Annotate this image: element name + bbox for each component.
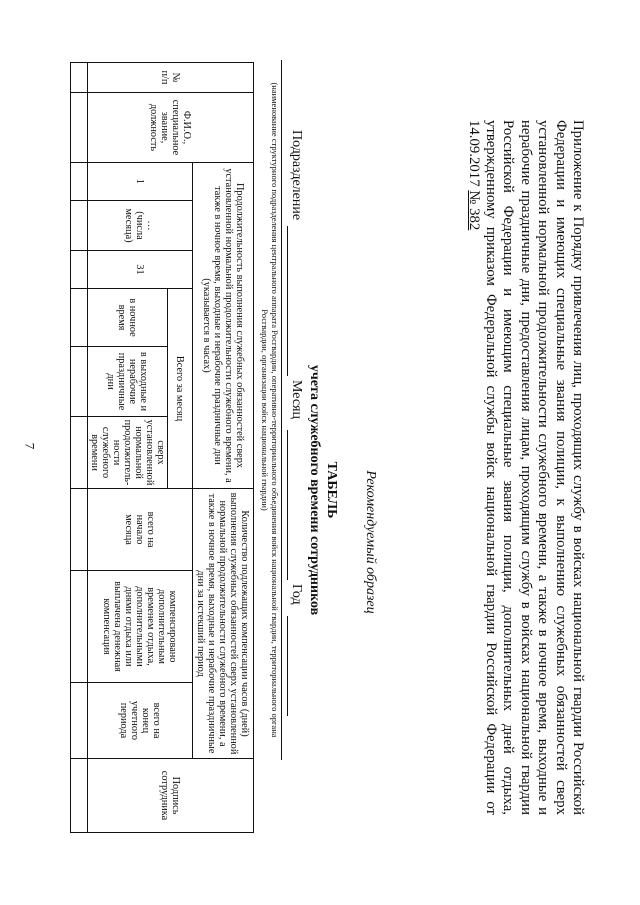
table-cell bbox=[71, 571, 88, 683]
table-cell bbox=[71, 289, 88, 347]
appendix-paragraph bbox=[464, 120, 586, 815]
col-header-over-normal: сверх установленной нормальной продолжитель- ности служебного времени bbox=[88, 417, 168, 489]
month-label: Месяц bbox=[289, 380, 304, 419]
table-cell bbox=[71, 201, 88, 251]
month-field-line bbox=[287, 430, 288, 580]
table-cell bbox=[71, 347, 88, 417]
table-cell bbox=[71, 251, 88, 289]
recommended-sample-label: Рекомендуемый образец bbox=[363, 470, 378, 614]
col-header-comp-start: всего на начало месяца bbox=[88, 489, 193, 571]
col-header-comp-given: компенсировано дополнительным временем отдыха, дополнительными днями отдыха или выплачена денежная компенсация bbox=[88, 571, 193, 683]
col-header-overtime: Продолжительность выполнения служебных обязанностей сверх установленной нормальной продолжительности служебного времени, а также в ночное время, выходные и нерабочие праздничные дни (указывается в часах) bbox=[193, 163, 254, 489]
table-cell bbox=[71, 163, 88, 201]
year-field-line bbox=[287, 616, 288, 716]
subdivision-field-line bbox=[287, 226, 288, 376]
col-header-comp-end: всего на конец учетного периода bbox=[88, 683, 193, 759]
col-header-compensation: Количество подлежащих компенсации часов (дней) выполнения служебных обязанностей сверх установленной нормальной продолжительности служебного времени, а также в ночное время, выходные и нерабочие праздничные дни за истекший период bbox=[193, 489, 254, 759]
subdivision-label: Подразделение bbox=[289, 130, 304, 221]
table-cell bbox=[71, 417, 88, 489]
timesheet-table bbox=[70, 62, 254, 833]
col-header-day-ellipsis: … (числа месяца) bbox=[88, 201, 193, 251]
col-header-day-31: 31 bbox=[88, 251, 193, 289]
col-header-weekend: в выходные и нерабочие праздничные дни bbox=[88, 347, 168, 417]
page-number: 7 bbox=[22, 442, 38, 450]
table-cell bbox=[71, 683, 88, 759]
subdivision-caption: (наименование структурного подразделения центрального аппарата Росгвардии, оперативно-территориального объединения войск национальной гвардии, территориального органа Росгвардии, организации войск национальной гвардии) bbox=[260, 60, 282, 760]
col-header-total-month: Всего за месяц bbox=[168, 289, 193, 489]
order-number: № 382 bbox=[465, 190, 482, 231]
col-header-fio: Ф.И.О., специальное звание, должность bbox=[88, 93, 254, 163]
table-cell bbox=[71, 489, 88, 571]
header-fields bbox=[282, 130, 304, 750]
document-title bbox=[306, 300, 340, 680]
table-cell bbox=[71, 63, 88, 93]
appendix-text: Приложение к Порядку привлечения лиц, проходящих службу в войсках национальной гвардии Российской Федерации и имеющих специальные звания полиции, к выполнению служебных обязанностей сверх установленной нормальной продолжительности служебного времени, а также в ночное время, выходные и нерабочие праздничные дни, предоставления лицам, проходящим службу в войсках национальной гвардии Российской Федерации и имеющим специальные звания полиции, дополнительных дней отдыха, утвержденному приказом Федеральной службы войск национальной гвардии Российской Федерации от 14.09.2017 bbox=[465, 120, 586, 815]
title-line-2: учета служебного времени сотрудников bbox=[307, 364, 322, 616]
col-header-night: в ночное время bbox=[88, 289, 168, 347]
table-row bbox=[71, 63, 88, 833]
col-header-number: № п/п bbox=[88, 63, 254, 93]
table-cell bbox=[71, 93, 88, 163]
table-cell bbox=[71, 759, 88, 833]
col-header-day-1: 1 bbox=[88, 163, 193, 201]
year-label: Год bbox=[289, 584, 304, 605]
title-line-1: ТАБЕЛЬ bbox=[324, 461, 339, 519]
col-header-signature: Подпись сотрудника bbox=[88, 759, 254, 833]
